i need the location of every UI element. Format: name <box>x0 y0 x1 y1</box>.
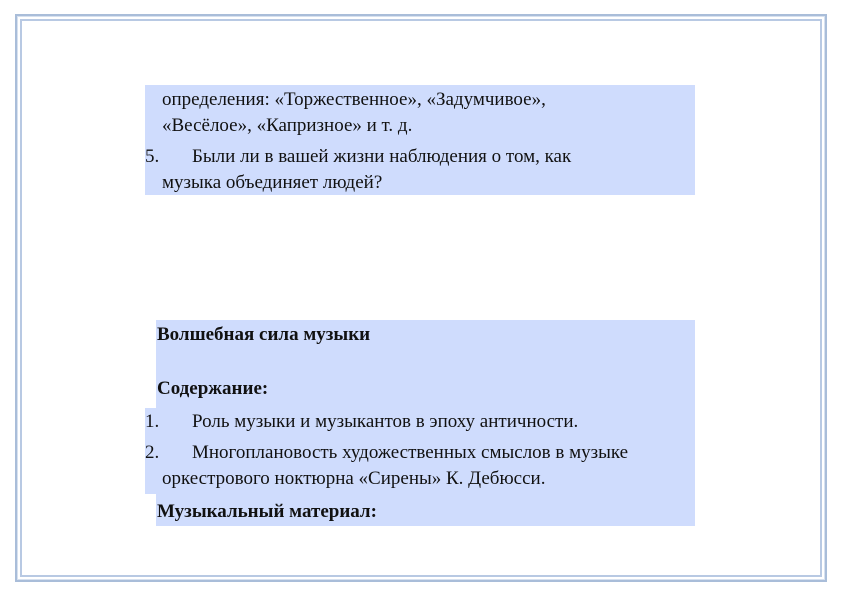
block1-line-2: «Весёлое», «Капризное» и т. д. <box>162 115 413 136</box>
block1-line-1: определения: «Торжественное», «Задумчивое», <box>162 89 546 110</box>
item-2-line-2: оркестрового ноктюрна «Сирены» К. Дебюсси. <box>162 468 546 489</box>
item-5-number: 5. <box>145 146 160 167</box>
item-2-number: 2. <box>145 442 160 463</box>
music-material-heading: Музыкальный материал: <box>157 501 377 522</box>
item-5-line-2: музыка объединяет людей? <box>162 172 383 193</box>
item-1-number: 1. <box>145 411 160 432</box>
content-heading: Содержание: <box>157 378 269 399</box>
item-5-line-1: Были ли в вашей жизни наблюдения о том, как <box>192 146 572 167</box>
item-2-line-1: Многоплановость художественных смыслов в музыке <box>192 442 629 463</box>
section-title: Волшебная сила музыки <box>157 324 371 345</box>
item-1-text: Роль музыки и музыкантов в эпоху античности. <box>192 411 579 432</box>
